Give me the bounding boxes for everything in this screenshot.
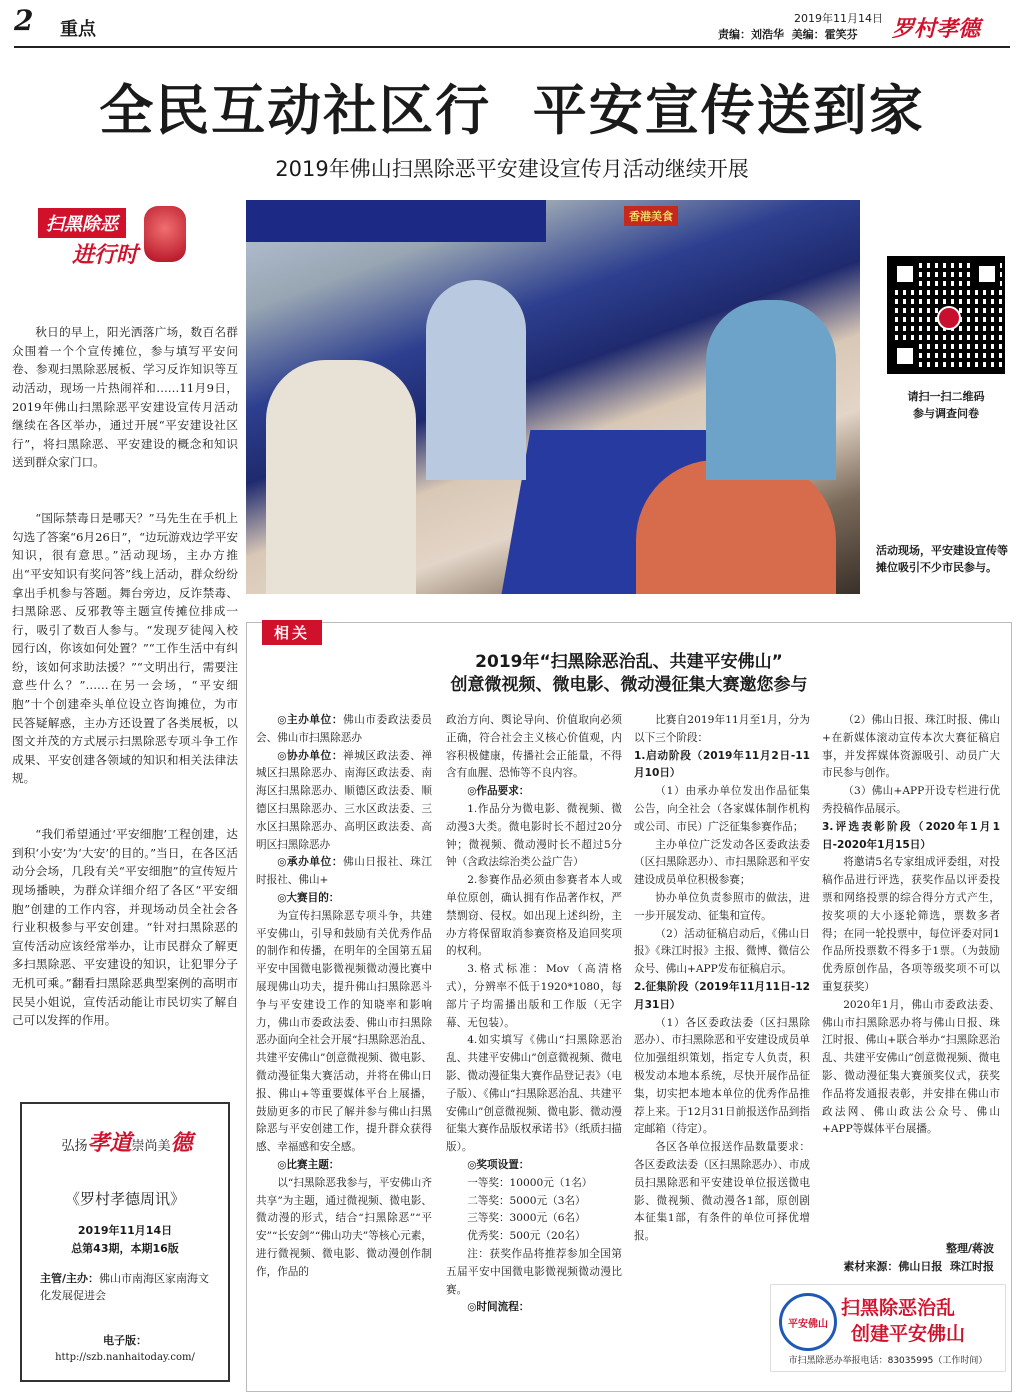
shop-sign: 香港美食 — [624, 206, 678, 226]
related-subhead: ◎协办单位： — [277, 749, 344, 762]
issue-date: 2019年11月14日 — [77, 1224, 173, 1237]
related-paragraph — [634, 890, 810, 926]
header-date: 2019年11月14日 — [794, 12, 883, 25]
related-title-line1: 2019年“扫黑除恶治乱、共建平安佛山” — [475, 652, 783, 672]
related-text: 将邀请5名专家组成评委组，对投稿作品进行评选，获奖作品以评委投票和网络投票的综合得分方式产生，按奖项的大小逐轮筛选，票数多者得；在同一轮投票中，每位评委对同1作品所投票数不得多于1票。（为鼓励优秀原创作品，各项等级奖项不可以重复获奖） — [822, 856, 1000, 993]
related-paragraph — [446, 1210, 622, 1228]
banner-logo — [779, 1293, 837, 1351]
person-figure — [636, 460, 836, 594]
related-column-1 — [256, 712, 432, 1282]
related-text: 佛山市委政法委员会、佛山市扫黑除恶办 — [256, 714, 433, 744]
related-text: 4.如实填写《佛山“扫黑除恶治乱、共建平安佛山”创意微视频、微电影、微动漫征集大赛作品登记表》（电子版）、《佛山“扫黑除恶治乱、共建平安佛山”创意微视频、微电影、微动漫征集大赛作品版权承诺书》（纸质扫描版）。 — [446, 1034, 622, 1154]
related-text: 主办单位广泛发动各区委政法委（区扫黑除恶办）、市扫黑除恶和平安建设成员单位积极参赛； — [634, 838, 810, 887]
slogan-part: 德 — [170, 1130, 193, 1156]
person-figure — [706, 300, 836, 480]
related-subhead: 3.评选表彰阶段（2020年1月1日-2020年1月15日） — [822, 820, 1000, 851]
related-text: （3）佛山+APP开设专栏进行优秀投稿作品展示。 — [822, 785, 1000, 815]
main-article — [12, 286, 238, 1048]
related-text: 优秀奖：500元（20名） — [467, 1230, 586, 1243]
related-text: 二等奖：5000元（3名） — [467, 1194, 586, 1207]
related-text: 3.格式标准：Mov（高清格式），分辨率不低于1920*1080，每部片子均需播出版和工作版（无字幕、无包装）。 — [446, 963, 622, 1029]
related-text: 禅城区政法委、禅城区扫黑除恶办、南海区政法委、南海区扫黑除恶办、顺德区政法委、顺德区扫黑除恶办、三水区政法委、三水区扫黑除恶办、高明区政法委、高明区扫黑除恶办 — [256, 749, 433, 851]
related-paragraph — [446, 1299, 622, 1317]
related-text: 三等奖：3000元（6名） — [467, 1212, 586, 1225]
related-paragraph — [256, 1157, 432, 1175]
related-column-4 — [822, 712, 1000, 1139]
qr-finder — [892, 343, 918, 369]
related-text: 协办单位负责参照市的做法，进一步开展发动、征集和宣传。 — [634, 891, 810, 922]
related-paragraph — [256, 712, 432, 748]
slogan-part: 弘扬 — [61, 1139, 88, 1154]
headline-title: 全民互动社区行 平安宣传送到家 — [99, 78, 925, 142]
related-subhead: 2.征集阶段（2019年11月11日-12月31日） — [634, 980, 810, 1011]
column-badge — [38, 206, 188, 268]
related-subhead: ◎大赛目的： — [277, 891, 340, 904]
related-text: 以“扫黑除恶我参与，平安佛山齐共享”为主题，通过微视频、微电影、微动漫的形式，结合“扫黑除恶”“平安”“长安剑”“佛山功夫”等核心元素，进行微视频、微电影、微动漫创作制作，作品的 — [256, 1176, 432, 1278]
related-paragraph — [256, 908, 432, 1157]
related-paragraph — [634, 926, 810, 979]
related-title-line2: 创意微视频、微电影、微动漫征集大赛邀您参与 — [450, 675, 808, 695]
related-subhead: ◎主办单位： — [277, 714, 344, 726]
page-number: 2 — [14, 4, 34, 37]
related-paragraph — [446, 1246, 622, 1299]
editor-credit: 整理/蒋波 — [945, 1242, 994, 1255]
article-paragraph: 秋日的早上，阳光洒落广场，数百名群众围着一个个宣传摊位，参与填写平安问卷、参观扫黑除恶展板、学习反诈知识等互动活动，现场一片热闹祥和……11月9日，2019年佛山扫黑除恶平安建设宣传月活动继续在各区举办，通过开展“平安建设社区行”，将扫黑除恶、平安建设的概念和知识送到群众家门口。 — [12, 325, 238, 470]
related-paragraph — [446, 1193, 622, 1211]
banner-line2: 创建平安佛山 — [851, 1323, 966, 1345]
header-editors: 责编：刘浩华 美编：霍笑芬 — [718, 28, 858, 41]
slogan — [30, 1126, 224, 1157]
related-paragraph — [446, 801, 622, 872]
photo-caption: 活动现场，平安建设宣传等摊位吸引不少市民参与。 — [876, 544, 1008, 574]
epaper-url[interactable]: http://szb.nanhaitoday.com/ — [55, 1352, 195, 1363]
article-paragraph: “我们希望通过‘平安细胞’工程创建，达到积‘小安’为‘大安’的目的。”当日，在各区活动分会场，几段有关“平安细胞”的宣传短片现场播映，为群众详细介绍了各区“平安细胞”创建的工作内容，并现场动员全社会各行业积极参与平安创建。“针对扫黑除恶的宣传活动应该经常举办，让市民群众了解更多扫黑除恶、平安建设的知识，让犯罪分子无机可乘。”翻看扫黑除恶典型案例的高明市民吴小姐说，宣传活动能让市民切实了解自己可以发挥的作用。 — [12, 827, 238, 1028]
sponsor-name: 佛山市南海区家南海文化发展促进会 — [40, 1272, 210, 1302]
related-text: （1）各区委政法委（区扫黑除恶办）、市扫黑除恶和平安建设成员单位加强组织策划，指定专人负责，积极发动本地本系统，尽快开展作品征集，切实把本地本单位的优秀作品推荐上来。于12月31日前报送作品到指定邮箱（待定）。 — [634, 1016, 810, 1136]
related-text: 各区各单位报送作品数量要求：各区委政法委（区扫黑除恶办）、市成员扫黑除恶和平安建设单位报送微电影、微视频、微动漫各1部，原创剧本征集1部，有条件的单位可择优增报。 — [634, 1141, 810, 1243]
slogan-part: 孝道 — [87, 1130, 132, 1156]
related-subhead: ◎作品要求： — [467, 785, 530, 798]
related-paragraph — [822, 819, 1000, 855]
related-text: （2）佛山日报、珠江时报、佛山+在新媒体滚动宣传本次大赛征稿启事，并发挥媒体资源吸引、动员广大市民参与创作。 — [822, 714, 1000, 780]
related-tag: 相关 — [262, 620, 322, 645]
tent-canopy — [246, 200, 546, 242]
related-paragraph — [446, 872, 622, 961]
related-column-3 — [634, 712, 810, 1246]
qr-code[interactable] — [887, 256, 1005, 374]
related-column-2 — [446, 712, 622, 1317]
related-text: 2020年1月，佛山市委政法委、佛山市扫黑除恶办将与佛山日报、珠江时报、佛山+联合举办“扫黑除恶治乱、共建平安佛山”创意微视频、微电影、微动漫征集大赛颁奖仪式，获奖作品将发通报表彰，并安排在佛山市政法网、佛山政法公众号、佛山+APP等媒体平台展播。 — [822, 998, 1000, 1136]
source-credit: 素材来源：佛山日报 珠江时报 — [843, 1260, 994, 1273]
related-paragraph — [634, 837, 810, 890]
related-paragraph — [634, 979, 810, 1015]
related-text: 佛山日报社、珠江时报社、佛山+ — [256, 856, 433, 887]
headline-subtitle: 2019年佛山扫黑除恶平安建设宣传月活动继续开展 — [275, 157, 749, 181]
related-subhead: ◎承办单位： — [277, 856, 344, 869]
related-paragraph — [634, 712, 810, 748]
related-paragraph — [256, 854, 432, 890]
related-subhead: 1.启动阶段（2019年11月2日-11月10日） — [634, 749, 810, 780]
related-paragraph — [446, 961, 622, 1032]
related-paragraph — [634, 1015, 810, 1140]
related-text: 注：获奖作品将推荐参加全国第五届平安中国微电影微视频微动漫比赛。 — [446, 1247, 622, 1296]
paper-info-box — [20, 1102, 230, 1382]
qr-finder — [892, 261, 918, 287]
related-paragraph — [634, 783, 810, 836]
sponsor-label: 主管/主办： — [40, 1272, 100, 1285]
event-photo — [246, 200, 860, 594]
related-subhead: ◎比赛主题： — [277, 1158, 340, 1171]
qr-caption: 请扫一扫二维码 参与调查问卷 — [907, 390, 985, 420]
related-paragraph — [446, 783, 622, 801]
sponsor — [40, 1270, 216, 1304]
related-paragraph — [446, 1032, 622, 1157]
related-text: 政治方向、舆论导向、价值取向必须正确，符合社会主义核心价值观，内容积极健康，传播社会正能量，不得含有血腥、恐怖等不良内容。 — [446, 714, 622, 780]
qr-center-logo — [937, 306, 961, 330]
related-paragraph — [634, 748, 810, 784]
related-paragraph — [822, 712, 1000, 783]
related-paragraph — [446, 1157, 622, 1175]
related-text: （1）由承办单位发出作品征集公告，向全社会（各家媒体制作机构或公司、市民）广泛征集参赛作品； — [634, 785, 810, 833]
related-text: 比赛自2019年11月至1月，分为以下三个阶段： — [634, 714, 810, 744]
related-subhead: ◎奖项设置： — [467, 1158, 530, 1171]
badge-line1: 扫黑除恶 — [38, 208, 126, 238]
related-paragraph — [256, 890, 432, 908]
slogan-part: 崇尚美 — [131, 1139, 171, 1154]
person-figure — [266, 360, 416, 594]
bottom-banner — [770, 1284, 1006, 1372]
banner-logo-text: 平安佛山 — [788, 1319, 828, 1330]
related-paragraph — [634, 1139, 810, 1246]
related-text: （2）活动征稿启动后，《佛山日报》《珠江时报》主报、微博、微信公众号、佛山+APP发布征稿启示。 — [634, 927, 810, 976]
paper-name: 《罗村孝德周讯》 — [64, 1190, 185, 1208]
related-subhead: ◎时间流程： — [467, 1301, 530, 1314]
person-figure — [426, 280, 526, 480]
related-text: 为宣传扫黑除恶专项斗争，共建平安佛山，引导和鼓励有关优秀作品的制作和传播，在明年的全国第五届平安中国微电影微视频微动漫比赛中展现佛山功夫，提升佛山扫黑除恶斗争与平安建设工作的知晓率和影响力，佛山市委政法委、佛山市扫黑除恶办面向全社会开展“扫黑除恶治乱、共建平安佛山”创意微视频、微电影、微动漫征集大赛活动，并将在佛山日报、佛山+等重要媒体平台上展播，鼓励更多的市民了解并参与佛山扫黑除恶与平安创建工作，提升群众获得感、幸福感和安全感。 — [256, 909, 432, 1154]
banner-hotline: 市扫黑除恶办举报电话：83035995（工作时间） — [788, 1356, 988, 1366]
masthead-logo: 罗村孝德 — [892, 16, 981, 42]
section-label: 重点 — [60, 19, 96, 40]
header-rule — [14, 46, 1010, 48]
related-paragraph — [446, 712, 622, 783]
related-text: 1.作品分为微电影、微视频、微动漫3大类。微电影时长不超过20分钟；微视频、微动漫时长不超过5分钟（含政法综治类公益广告） — [446, 802, 622, 869]
related-paragraph — [256, 1175, 432, 1282]
related-paragraph — [256, 748, 432, 855]
related-paragraph — [822, 997, 1000, 1139]
fist-icon — [144, 206, 186, 262]
related-paragraph — [822, 783, 1000, 819]
article-paragraph: “国际禁毒日是哪天？”马先生在手机上勾选了答案“6月26日”，“边玩游戏边学平安知识，很有意思。”活动现场，主办方推出“平安知识有奖问答”线上活动，群众纷纷拿出手机参与答题。舞台旁边，反诈禁毒、扫黑除恶、反邪教等主题宣传摊位排成一行，吸引了数百人参与。“发现歹徒闯入校园行凶，你该如何处置？”“工作生活中有纠纷，该如何求助法援？”“文明出行，需要注意些什么？”……在另一会场，“平安细胞”十个创建牵头单位设立咨询摊位，为市民答疑解惑，主办方还设置了各类展板，以图文并茂的方式展示扫黑除恶专项斗争工作成果、平安创建各领域的知识和相关法律法规。 — [12, 511, 238, 786]
banner-line1: 扫黑除恶治乱 — [841, 1297, 956, 1319]
related-paragraph — [822, 854, 1000, 996]
related-paragraph — [446, 1175, 622, 1193]
related-text: 一等奖：10000元（1名） — [467, 1176, 593, 1189]
related-text: 2.参赛作品必须由参赛者本人或单位原创，确认拥有作品著作权，严禁剽窃、侵权。如出现上述纠纷，主办方将保留取消参赛资格及追回奖项的权利。 — [446, 874, 622, 958]
epaper-label: 电子版： — [103, 1334, 147, 1347]
badge-line2: 进行时 — [72, 243, 139, 268]
qr-finder — [974, 261, 1000, 287]
issue-number: 总第43期，本期16版 — [71, 1242, 179, 1255]
related-paragraph — [446, 1228, 622, 1246]
